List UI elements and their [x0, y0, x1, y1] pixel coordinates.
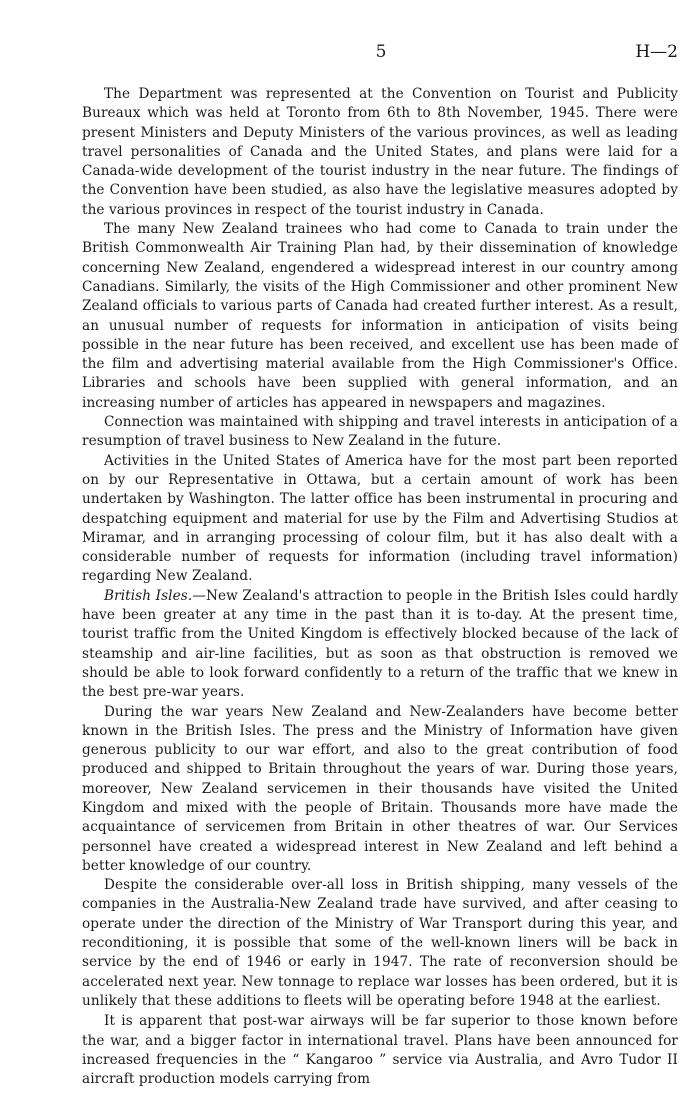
- paragraph-shipping-interests: Connection was maintained with shipping and travel interests in anticipation of a resumption of travel business to New Zealand in the future.: [82, 414, 678, 450]
- page-header: [84, 40, 678, 64]
- paragraph-shipping-loss: Despite the considerable over-all loss in British shipping, many vessels of the companies in the Australia-New Zealand trade have survived, and after ceasing to operate under the direction of the Ministry of War Transport during this year, and reconditioning, it is possible that some of the well-known liners will be back in service by the end of 1946 or early in 1947. The rate of reconversion should be accelerated next year. New tonnage to replace war losses has been ordered, but it is unlikely that these additions to fleets will be operating before 1948 at the earliest.: [82, 877, 678, 1009]
- page-number: 5: [375, 42, 387, 62]
- document-reference: H—2: [635, 42, 678, 62]
- paragraph-british-isles-text: —New Zealand's attraction to people in the British Isles could hardly have been greater at any time in the past than it is to-day. At the present time, tourist traffic from the United Kingdom is effectively blocked because of the lack of steamship and air-line facilities, but as soon as that obstruction is removed we should be able to look forward confidently to a return of the traffic that we knew in the best pre-war years.: [82, 587, 678, 701]
- paragraph-airways: It is apparent that post-war airways will be far superior to those known before the war, and a bigger factor in international travel. Plans have been announced for increased frequencies in the “ Kangaroo ” service via Australia, and Avro Tudor II aircraft production models carrying from: [82, 1013, 678, 1088]
- section-heading-british-isles: British Isles.: [104, 587, 193, 604]
- body-text: [82, 85, 678, 1089]
- paragraph-british-isles: [82, 587, 678, 703]
- paragraph-united-states: Activities in the United States of America have for the most part been reported on by our Representative in Ottawa, but a certain amount of work has been undertaken by Washington. The latter office has been instrumental in procuring and despatching equipment and material for use by the Film and Advertising Studios at Miramar, and in arranging processing of colour film, but it has also dealt with a considerable number of requests for information (including travel information) regarding New Zealand.: [82, 452, 678, 585]
- paragraph-trainees: The many New Zealand trainees who had come to Canada to train under the British Commonwealth Air Training Plan had, by their dissemination of knowledge concerning New Zealand, engendered a widespread interest in our country among Canadians. Similarly, the visits of the High Commissioner and other prominent New Zealand officials to various parts of Canada had created further interest. As a result, an unusual number of requests for information in anticipation of visits being possible in the near future has been received, and excellent use has been made of the film and advertising material available from the High Commissioner's Office. Libraries and schools have been supplied with general information, and an increasing number of articles has appeared in newspapers and magazines.: [82, 221, 678, 411]
- paragraph-war-years: During the war years New Zealand and New-Zealanders have become better known in the British Isles. The press and the Ministry of Information have given generous publicity to our war effort, and also to the great contribution of food produced and shipped to Britain throughout the years of war. During those years, moreover, New Zealand servicemen in their thousands have visited the United Kingdom and mixed with the people of Britain. Thousands more have made the acquaintance of servicemen from Britain in other theatres of war. Our Services personnel have created a widespread interest in New Zealand and left behind a better knowledge of our country.: [82, 703, 678, 874]
- paragraph-convention: The Department was represented at the Convention on Tourist and Publicity Bureaux which was held at Toronto from 6th to 8th November, 1945. There were present Ministers and Deputy Ministers of the various provinces, as well as leading travel personalities of Canada and the United States, and plans were laid for a Canada-wide development of the tourist industry in the near future. The findings of the Convention have been studied, as also have the legislative measures adopted by the various provinces in respect of the tourist industry in Canada.: [82, 86, 678, 218]
